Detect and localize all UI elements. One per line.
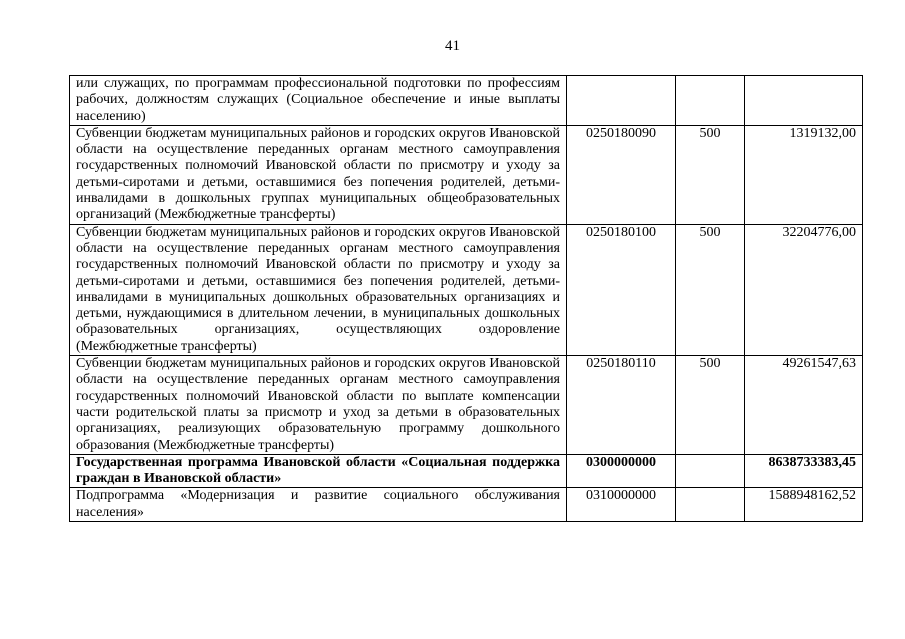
row-expense-type: 500 bbox=[676, 224, 745, 355]
table-row bbox=[70, 224, 863, 355]
row-expense-type bbox=[676, 488, 745, 522]
row-amount: 8638733383,45 bbox=[745, 454, 863, 488]
row-amount: 1319132,00 bbox=[745, 125, 863, 224]
table-row bbox=[70, 454, 863, 488]
page-number: 41 bbox=[445, 38, 460, 54]
row-target-code: 0250180100 bbox=[567, 224, 676, 355]
row-description: или служащих, по программам профессиональной подготовки по профессиям рабочих, должностям служащих (Социальное обеспечение и иные выплаты населению) bbox=[70, 76, 567, 126]
table-row bbox=[70, 125, 863, 224]
row-description: Государственная программа Ивановской области «Социальная поддержка граждан в Ивановской области» bbox=[70, 454, 567, 488]
row-description: Подпрограмма «Модернизация и развитие социального обслуживания населения» bbox=[70, 488, 567, 522]
row-target-code: 0310000000 bbox=[567, 488, 676, 522]
table-row bbox=[70, 76, 863, 126]
row-description: Субвенции бюджетам муниципальных районов и городских округов Ивановской области на осуществление переданных органам местного самоуправления государственных полномочий Ивановской области по присмотру и уходу за детьми-сиротами и детьми, оставшимися без попечения родителей, детьми-инвалидами в муниципальных дошкольных образовательных организациях и детьми, нуждающимися в длительном лечении, в муниципальных дошкольных образовательных организациях, осуществляющих оздоровление (Межбюджетные трансферты) bbox=[70, 224, 567, 355]
budget-table-body bbox=[70, 76, 863, 522]
row-amount: 49261547,63 bbox=[745, 356, 863, 455]
row-target-code bbox=[567, 76, 676, 126]
row-expense-type bbox=[676, 454, 745, 488]
row-expense-type: 500 bbox=[676, 125, 745, 224]
row-expense-type bbox=[676, 76, 745, 126]
row-amount: 1588948162,52 bbox=[745, 488, 863, 522]
budget-table bbox=[69, 75, 863, 522]
row-target-code: 0250180110 bbox=[567, 356, 676, 455]
row-description: Субвенции бюджетам муниципальных районов и городских округов Ивановской области на осуществление переданных органам местного самоуправления государственных полномочий Ивановской области по присмотру и уходу за детьми-сиротами и детьми, оставшимися без попечения родителей, детьми-инвалидами в дошкольных группах муниципальных общеобразовательных организаций (Межбюджетные трансферты) bbox=[70, 125, 567, 224]
row-target-code: 0250180090 bbox=[567, 125, 676, 224]
row-description: Субвенции бюджетам муниципальных районов и городских округов Ивановской области на осуществление переданных органам местного самоуправления государственных полномочий Ивановской области по выплате компенсации части родительской платы за присмотр и уход за детьми в образовательных организациях, реализующих образовательную программу дошкольного образования (Межбюджетные трансферты) bbox=[70, 356, 567, 455]
row-target-code: 0300000000 bbox=[567, 454, 676, 488]
row-amount bbox=[745, 76, 863, 126]
table-row bbox=[70, 488, 863, 522]
row-amount: 32204776,00 bbox=[745, 224, 863, 355]
row-expense-type: 500 bbox=[676, 356, 745, 455]
table-row bbox=[70, 356, 863, 455]
